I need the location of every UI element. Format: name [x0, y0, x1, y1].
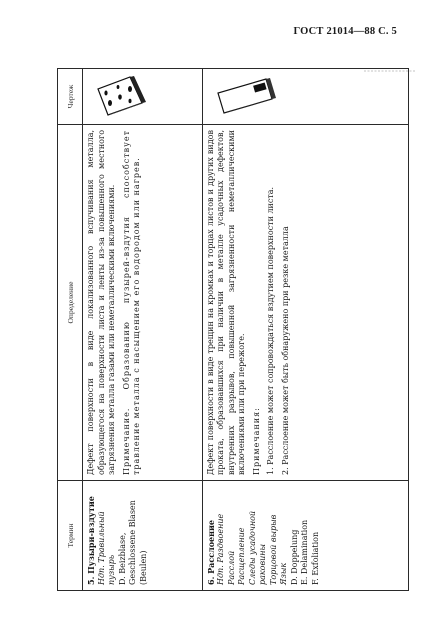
- definition-cell-6: [202, 124, 408, 480]
- table-header-row: [58, 68, 83, 590]
- term-synonym: Расщепление: [237, 527, 247, 585]
- term-foreign: E. Delamination: [300, 519, 310, 585]
- term-title: 5. Пузыри-вздутие: [86, 496, 96, 585]
- definition-text: Дефект поверхности в виде трещин на кромках и торцах листов и других видов проката, образовавшихся при наличии в металле усадочных дефектов, внутренних разрывов, повышенной загрязненности неметаллическими включениями или при пережоге.: [205, 129, 247, 475]
- term-synonym: Расслой: [226, 550, 236, 585]
- definition-cell-5: [83, 124, 203, 480]
- top-rule-area: [64, 59, 418, 65]
- rotated-table-page: [57, 69, 409, 591]
- plate-with-blisters-icon: [94, 73, 150, 119]
- term-synonym: Ндп. Травильный пузырь: [96, 511, 116, 585]
- page-header: ГОСТ 21014—88 С. 5: [293, 26, 397, 37]
- terms-table: [57, 68, 409, 591]
- drawing-cell-5: [83, 68, 203, 124]
- col-header-definition: Определение: [58, 124, 83, 480]
- definition-note: 2. Расслоение может быть обнаружено при резке металла: [280, 226, 290, 475]
- term-synonym: Торцовой вырыв: [268, 514, 278, 585]
- term-cell-5: [83, 481, 203, 591]
- col-header-drawing: Чертеж: [58, 68, 83, 124]
- drawing-cell-6: [202, 68, 408, 124]
- term-synonym: Ндп. Раздвоение: [216, 513, 226, 585]
- definition-text: Дефект поверхности в виде локализованного вспучивания металла, образующегося на поверхности листа и ленты из-за повышенного местного загрязнения металла газами или неметаллическими включениями.: [86, 129, 116, 475]
- term-synonym: Язык: [279, 562, 289, 585]
- definition-note-heading: Примечания:: [251, 407, 261, 475]
- term-foreign: D. Doppelung: [289, 529, 299, 585]
- term-cell-6: [202, 481, 408, 591]
- definition-note: Примечание. Образованию пузырей-вздутия способствует травление металла с насыщением его водородом или нагрев.: [121, 129, 141, 475]
- col-header-term: Термин: [58, 481, 83, 591]
- term-synonym: Следы усадочной раковины: [247, 510, 268, 585]
- sheet-with-edge-split-icon: [214, 73, 278, 119]
- term-foreign: D. Beizblase, Geschlossene Blasen (Beulen): [117, 500, 148, 585]
- term-title: 6. Расслоение: [205, 519, 216, 585]
- table-row: [83, 68, 203, 590]
- definition-note: 1. Расслоение может сопровождаться вздутием поверхности листа.: [266, 186, 276, 475]
- table-row: [202, 68, 408, 590]
- term-foreign: F. Exfoliation: [310, 531, 320, 585]
